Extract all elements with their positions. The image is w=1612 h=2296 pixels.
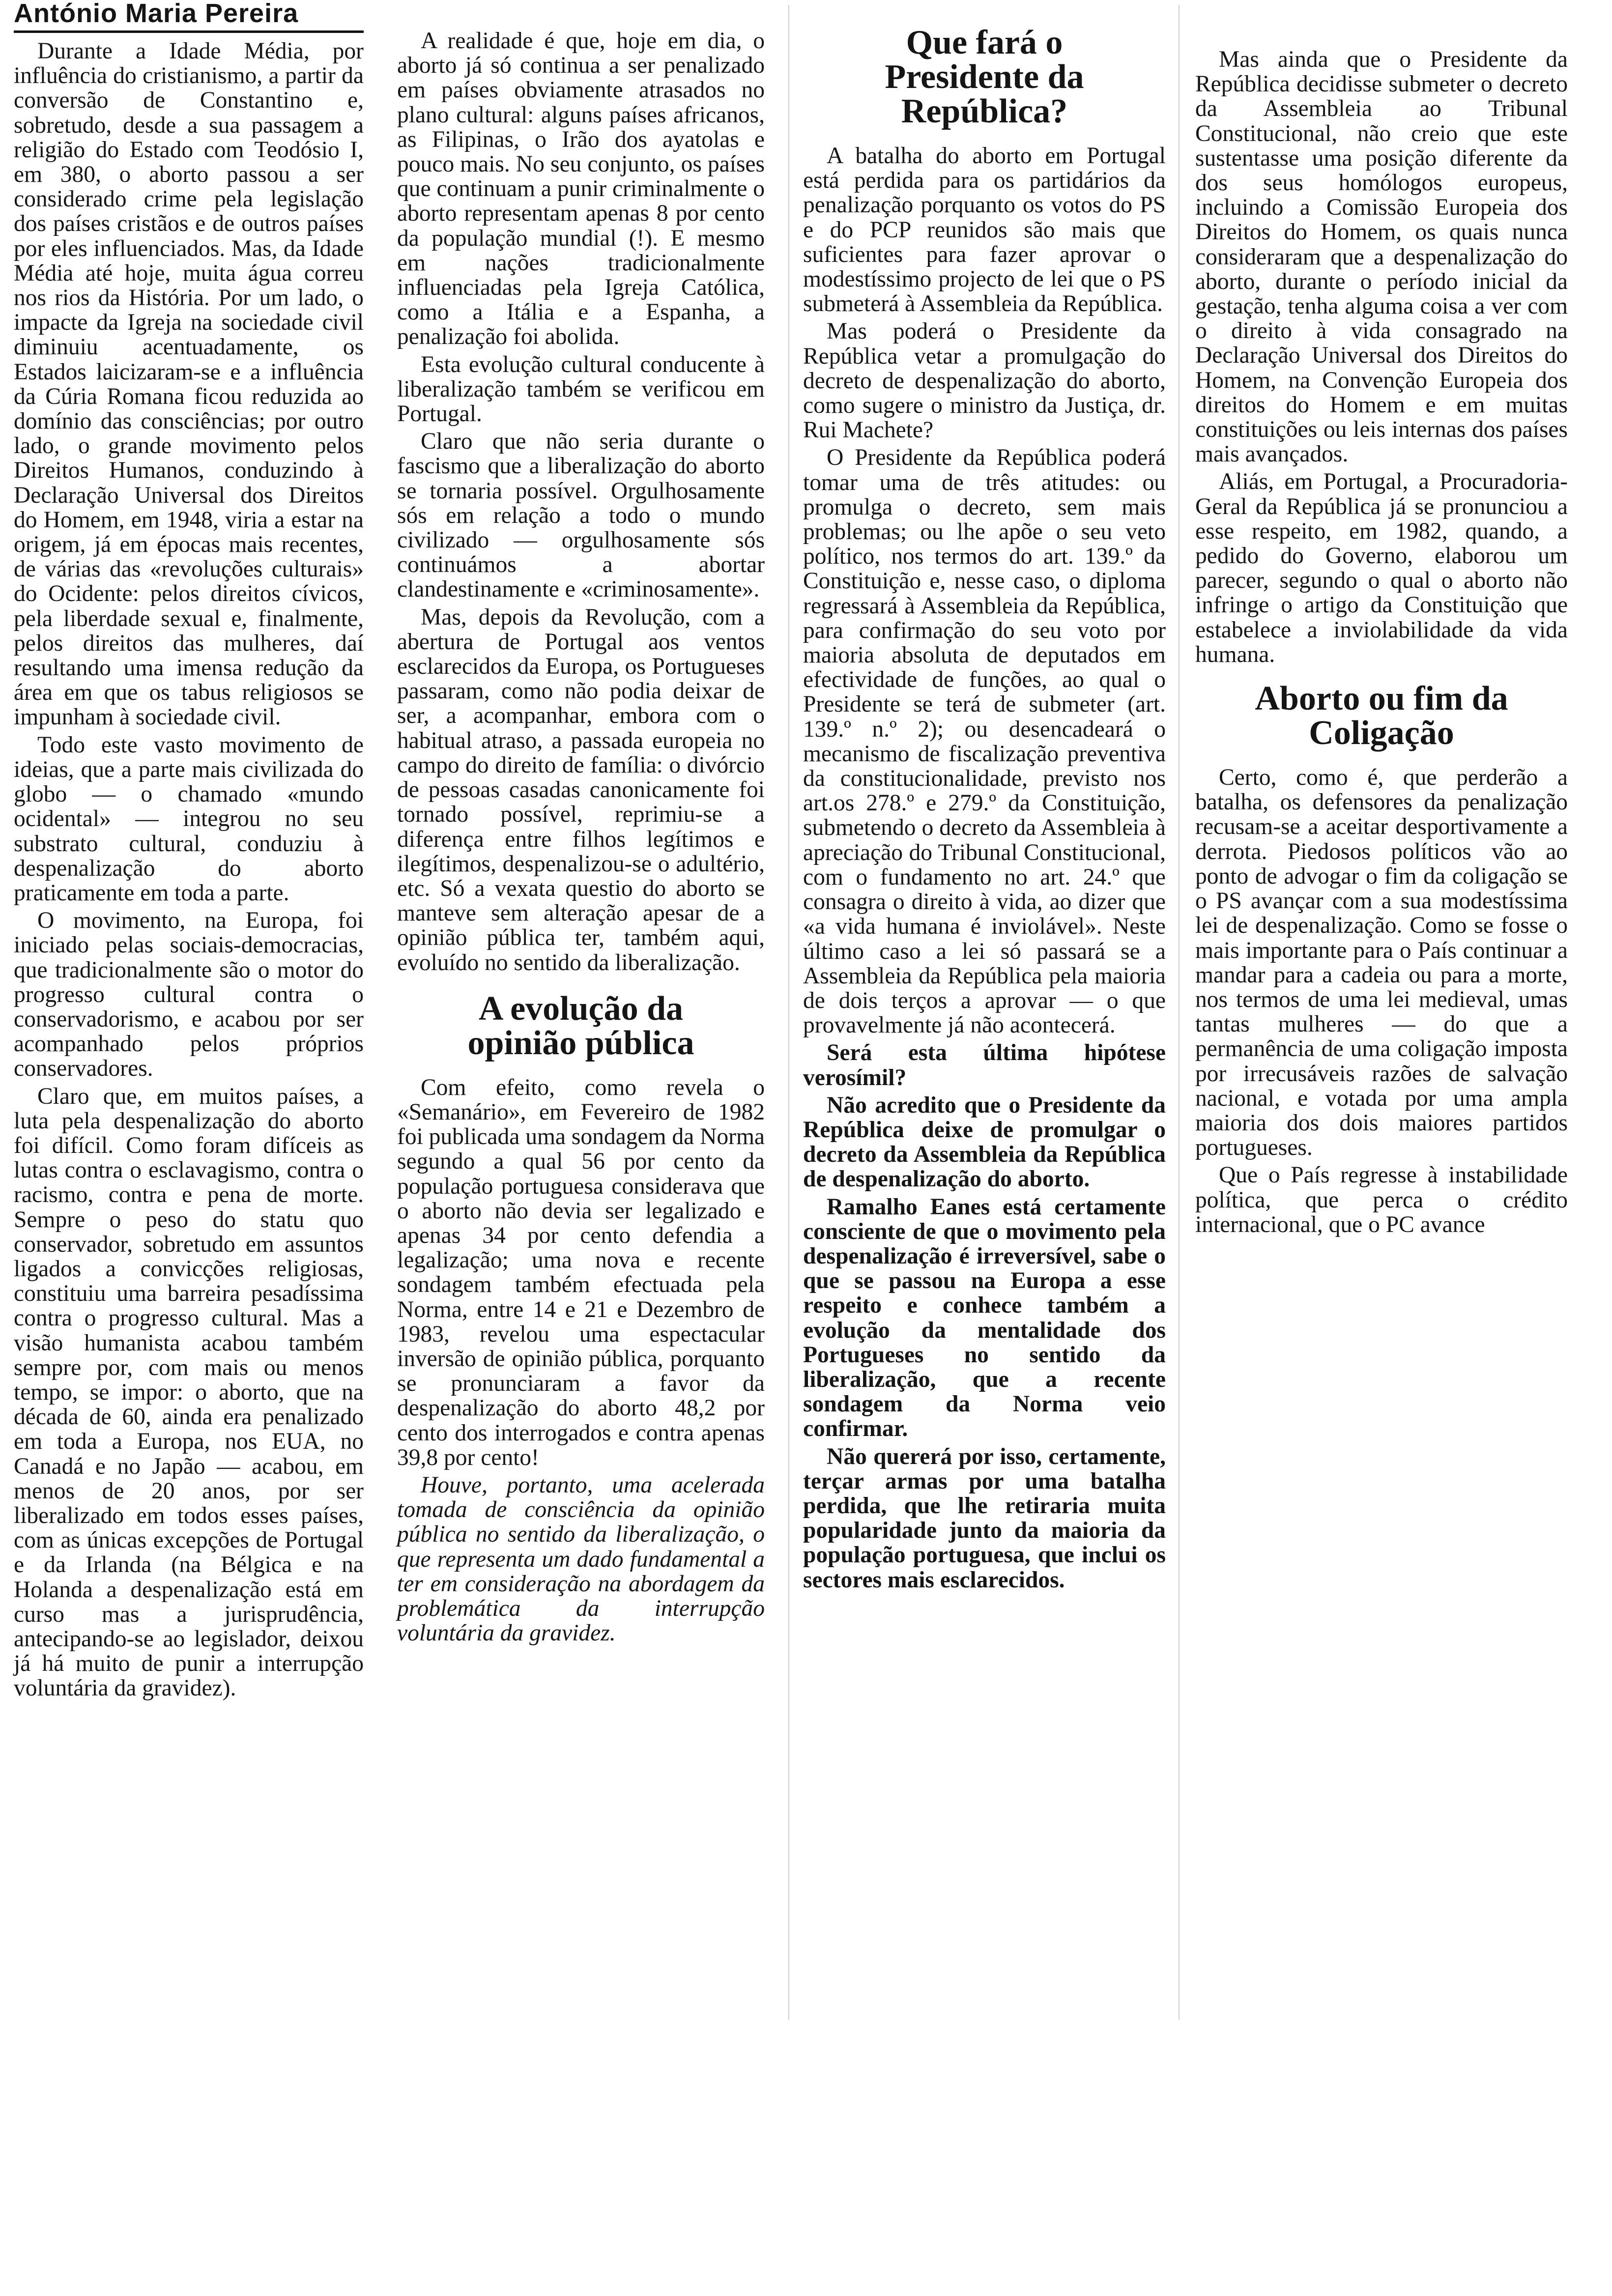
- paragraph: Não acredito que o Presidente da República deixe de promulgar o decreto da Assembleia da República de despenalização do aborto.: [803, 1092, 1166, 1192]
- column-2: [397, 29, 765, 1648]
- column-4: [1195, 47, 1568, 1240]
- paragraph: Mas, depois da Revolução, com a abertura de Portugal aos ventos esclarecidos da Europa, os Portugueses passaram, como não podia deixar de ser, a acompanhar, embora com o habitual atraso, a passada europeia no campo do direito de família: o divórcio de pessoas casadas canonicamente foi tornado possível, reprimiu-se a diferença entre filhos legítimos e ilegítimos, despenalizou-se o adultério, etc. Só a vexata questio do aborto se manteve sem alteração apesar de a opinião pública ter, também aqui, evoluído no sentido da liberalização.: [397, 604, 765, 976]
- paragraph: Será esta última hipótese verosímil?: [803, 1040, 1166, 1091]
- column-rule: [788, 5, 789, 2020]
- headline-presidente: Que fará o Presidente da República?: [885, 24, 1084, 130]
- paragraph: Houve, portanto, uma acelerada tomada de consciência da opinião pública no sentido da liberalização, o que representa um dado fundamental a ter em consideração na abordagem da problemática da interrupção voluntária da gravidez.: [397, 1472, 765, 1646]
- column-rule: [1179, 5, 1180, 2020]
- paragraph: Aliás, em Portugal, a Procuradoria-Geral da República já se pronunciou a esse respeito, em 1982, quando, a pedido do Governo, elaborou um parecer, segundo o qual o aborto não infringe o artigo da Constituição que estabelece a inviolabilidade da vida humana.: [1195, 469, 1568, 667]
- paragraph: O Presidente da República poderá tomar uma de três atitudes: ou promulga o decreto, sem mais problemas; ou lhe apõe o seu veto político, nos termos do art. 139.º da Constituição e, nesse caso, o diploma regressará à Assembleia da República, para confirmação do seu voto por maioria absoluta de deputados em efectividade de funções, ao qual o Presidente se terá de submeter (art. 139.º n.º 2); ou desencadeará o mecanismo de fiscalização preventiva da constitucionalidade, previsto nos art.os 278.º e 279.º da Constituição, submetendo o decreto da Assembleia à apreciação do Tribunal Constitucional, com o fundamento no art. 24.º que consagra o direito à vida, ao dizer que «a vida humana é inviolável». Neste último caso a lei só passará se a Assembleia da República pela maioria de dois terços a aprovar — o que provavelmente já não acontecerá.: [803, 445, 1166, 1038]
- paragraph: Que o País regresse à instabilidade política, que perca o crédito internacional, que o PC avance: [1195, 1162, 1568, 1237]
- paragraph: Claro que não seria durante o fascismo que a liberalização do aborto se tornaria possível. Orgulhosamente sós em relação a todo o mundo civilizado — orgulhosamente sós continuámos a abortar clandestinamente e «criminosamente».: [397, 429, 765, 603]
- column-1: [14, 0, 364, 1704]
- paragraph: Durante a Idade Média, por influência do cristianismo, a partir da conversão de Constantino e, sobretudo, desde a sua passagem a religião do Estado com Teodósio I, em 380, o aborto passou a ser considerado crime pela legislação dos países cristãos e de outros países por eles influenciados. Mas, da Idade Média até hoje, muita água correu nos rios da História. Por um lado, o impacte da Igreja na sociedade civil diminuiu acentuadamente, os Estados laicizaram-se e a influência da Cúria Romana ficou reduzida ao domínio das consciências; por outro lado, o grande movimento pelos Direitos Humanos, conduzindo à Declaração Universal dos Direitos do Homem, em 1948, viria a estar na origem, já em épocas mais recentes, de várias das «revoluções culturais» do Ocidente: pelos direitos cívicos, pela liberdade sexual e, finalmente, pelos direitos das mulheres, daí resultando uma imensa redução da área em que os tabus religiosos se impunham à sociedade civil.: [14, 38, 364, 730]
- paragraph: Mas poderá o Presidente da República vetar a promulgação do decreto de despenalização do aborto, como sugere o ministro da Justiça, dr. Rui Machete?: [803, 318, 1166, 443]
- subheading-coligacao: Aborto ou fim da Coligação: [1255, 680, 1508, 752]
- paragraph: Com efeito, como revela o «Semanário», em Fevereiro de 1982 foi publicada uma sondagem da Norma segundo a qual 56 por cento da população portuguesa considerava que o aborto não devia ser legalizado e apenas 34 por cento defendia a legalização; uma nova e recente sondagem também efectuada pela Norma, entre 14 e 21 e Dezembro de 1983, revelou uma espectacular inversão de opinião pública, porquanto se pronunciaram a favor da despenalização do aborto 48,2 por cento dos interrogados e contra apenas 39,8 por cento!: [397, 1074, 765, 1470]
- paragraph: Não quererá por isso, certamente, terçar armas por uma batalha perdida, que lhe retiraria muita popularidade junto da maioria da população portuguesa, que inclui os sectores mais esclarecidos.: [803, 1443, 1166, 1593]
- subheading-opinion: A evolução da opinião pública: [467, 989, 694, 1062]
- paragraph: Todo este vasto movimento de ideias, que a parte mais civilizada do globo — o chamado «mundo ocidental» — integrou no seu substrato cultural, conduziu à despenalização do aborto praticamente em toda a parte.: [14, 732, 364, 906]
- paragraph: O movimento, na Europa, foi iniciado pelas sociais-democracias, que tradicionalmente são o motor do progresso cultural contra o conservadorismo, e acabou por ser acompanhado pelos próprios conservadores.: [14, 908, 364, 1082]
- paragraph: Claro que, em muitos países, a luta pela despenalização do aborto foi difícil. Como foram difíceis as lutas contra o esclavagismo, contra o racismo, contra e pena de morte. Sempre o peso do statu quo conservador, sobretudo em assuntos ligados a convicções religiosas, constituiu uma barreira pesadíssima contra o progresso cultural. Mas a visão humanista acabou também sempre por, com mais ou menos tempo, se impor: o aborto, que na década de 60, ainda era penalizado em toda a Europa, nos EUA, no Canadá e no Japão — acabou, em menos de 20 anos, por ser liberalizado em todos esses países, com as únicas excepções de Portugal e da Irlanda (na Bélgica e na Holanda a despenalização está em curso mas a jurisprudência, antecipando-se ao legislador, deixou já há muito de punir a interrupção voluntária da gravidez).: [14, 1083, 364, 1701]
- paragraph: Mas ainda que o Presidente da República decidisse submeter o decreto da Assembleia ao Tribunal Constitucional, não creio que este sustentasse uma posição diferente da dos seus homólogos europeus, incluindo a Comissão Europeia dos Direitos do Homem, os quais nunca consideraram que a despenalização do aborto, durante o período inicial da gestação, tenha alguma coisa a ver com o direito à vida consagrado na Declaração Universal dos Direitos do Homem, na Convenção Europeia dos direitos do Homem e em muitas constituições ou leis internas dos países mais avançados.: [1195, 47, 1568, 467]
- author-byline: António Maria Pereira: [14, 0, 364, 33]
- paragraph: A batalha do aborto em Portugal está perdida para os partidários da penalização porquanto os votos do PS e do PCP reunidos são mais que suficientes para fazer aprovar o modestíssimo projecto de lei que o PS submeterá à Assembleia da República.: [803, 143, 1166, 317]
- paragraph: Ramalho Eanes está certamente consciente de que o movimento pela despenalização é irreversível, sabe o que se passou na Europa a esse respeito e conhece também a evolução da mentalidade dos Portugueses no sentido da liberalização, que a recente sondagem da Norma veio confirmar.: [803, 1194, 1166, 1442]
- paragraph: Esta evolução cultural conducente à liberalização também se verificou em Portugal.: [397, 351, 765, 427]
- column-3: [803, 22, 1166, 1595]
- paragraph: Certo, como é, que perderão a batalha, os defensores da penalização recusam-se a aceitar desportivamente a derrota. Piedosos políticos vão ao ponto de advogar o fim da coligação se o PS avançar com a sua modestíssima lei de despenalização. Como se fosse o mais importante para o País continuar a mandar para a cadeia ou para a morte, nos termos de uma lei medieval, umas tantas mulheres — do que a permanência de uma coligação imposta por irrecusáveis razões de salvação nacional, e votada por uma ampla maioria dos dois maiores partidos portugueses.: [1195, 765, 1568, 1161]
- paragraph: A realidade é que, hoje em dia, o aborto já só continua a ser penalizado em países obviamente atrasados no plano cultural: alguns países africanos, as Filipinas, o Irão dos ayatolas e pouco mais. No seu conjunto, os países que continuam a punir criminalmente o aborto representam apenas 8 por cento da população mundial (!). E mesmo em nações tradicionalmente influenciadas pela Igreja Católica, como a Itália e a Espanha, a penalização foi abolida.: [397, 28, 765, 350]
